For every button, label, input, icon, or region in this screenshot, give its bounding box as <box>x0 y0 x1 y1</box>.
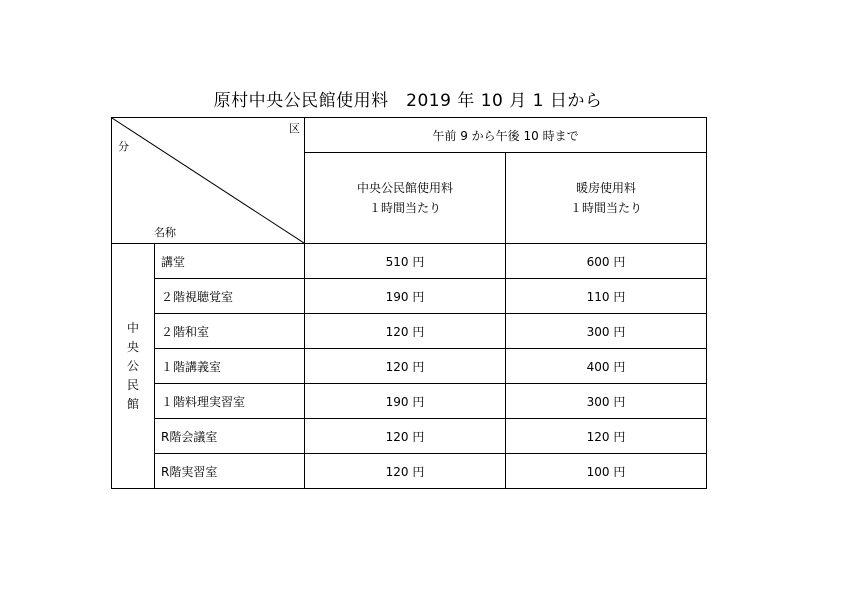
usage-fee-cell: 190 円 <box>305 279 506 314</box>
heating-fee-cell: 300 円 <box>506 314 707 349</box>
heating-fee-cell: 110 円 <box>506 279 707 314</box>
usage-fee-cell: 190 円 <box>305 384 506 419</box>
table-row <box>112 349 707 384</box>
room-name-cell: １階料理実習室 <box>155 384 305 419</box>
room-name-cell: R階実習室 <box>155 454 305 489</box>
usage-fee-cell: 120 円 <box>305 314 506 349</box>
corner-label-name: 名称 <box>154 226 176 239</box>
usage-fee-cell: 120 円 <box>305 419 506 454</box>
heating-fee-cell: 400 円 <box>506 349 707 384</box>
group-label-char: 民 <box>126 377 139 392</box>
room-name-cell: ２階視聴覚室 <box>155 279 305 314</box>
fee-table <box>111 117 707 489</box>
usage-fee-header <box>305 153 506 244</box>
header-corner-cell <box>112 118 305 244</box>
corner-label-ku: 区 <box>289 122 300 135</box>
heating-fee-header <box>506 153 707 244</box>
room-name-cell: 講堂 <box>155 244 305 279</box>
usage-fee-cell: 120 円 <box>305 349 506 384</box>
usage-fee-header-line1: 中央公民館使用料 <box>356 181 453 195</box>
heating-fee-cell: 100 円 <box>506 454 707 489</box>
usage-fee-cell: 510 円 <box>305 244 506 279</box>
group-label-char: 中 <box>126 320 139 335</box>
room-name-cell: R階会議室 <box>155 419 305 454</box>
group-label-char: 公 <box>126 358 139 373</box>
heating-fee-cell: 300 円 <box>506 384 707 419</box>
table-row <box>112 279 707 314</box>
table-row <box>112 244 707 279</box>
table-row <box>112 454 707 489</box>
table-row <box>112 384 707 419</box>
group-label-cell <box>112 244 155 489</box>
page-title: 原村中央公民館使用料 2019 年 10 月 1 日から <box>213 91 603 111</box>
table-row <box>112 419 707 454</box>
usage-fee-header-line2: １時間当たり <box>368 201 441 215</box>
room-name-cell: ２階和室 <box>155 314 305 349</box>
usage-fee-cell: 120 円 <box>305 454 506 489</box>
group-label-char: 館 <box>126 396 139 411</box>
hours-header: 午前 9 から午後 10 時まで <box>305 118 707 153</box>
heating-fee-cell: 120 円 <box>506 419 707 454</box>
corner-diagonal-line <box>112 118 304 243</box>
corner-label-bun: 分 <box>118 140 129 153</box>
group-label-char: 央 <box>126 339 139 354</box>
table-row <box>112 314 707 349</box>
heating-fee-header-line1: 暖房使用料 <box>576 181 637 195</box>
heating-fee-header-line2: １時間当たり <box>570 201 643 215</box>
room-name-cell: １階講義室 <box>155 349 305 384</box>
heating-fee-cell: 600 円 <box>506 244 707 279</box>
